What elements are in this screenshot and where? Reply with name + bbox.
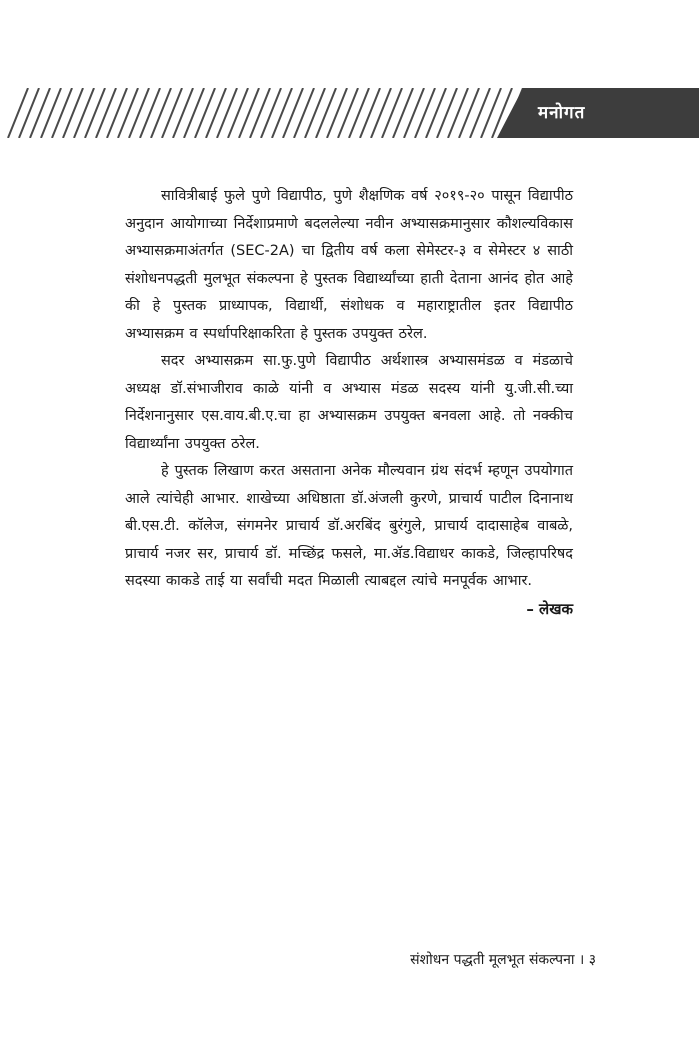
stripe-line — [184, 88, 204, 138]
stripe-line — [481, 88, 501, 138]
stripe-line — [118, 88, 138, 138]
stripe-line — [459, 88, 479, 138]
stripe-line — [52, 88, 72, 138]
stripe-line — [470, 88, 490, 138]
stripe-line — [239, 88, 259, 138]
stripe-line — [85, 88, 105, 138]
stripe-line — [217, 88, 237, 138]
diagonal-stripes — [8, 88, 534, 138]
stripe-line — [195, 88, 215, 138]
stripe-line — [338, 88, 358, 138]
stripe-line — [261, 88, 281, 138]
stripe-line — [272, 88, 292, 138]
page-footer-running-title: संशोधन पद्धती मूलभूत संकल्पना । ३ — [410, 952, 596, 968]
stripe-line — [305, 88, 325, 138]
preface-paragraph-1: सावित्रीबाई फुले पुणे विद्यापीठ, पुणे शैक्षणिक वर्ष २०१९-२० पासून विद्यापीठ अनुदान आयोगाच्या निर्देशाप्रमाणे बदललेल्या नवीन अभ्यासक्रमानुसार कौशल्यविकास अभ्यासक्रमाअंतर्गत (SEC-2A) चा द्वितीय वर्ष कला सेमेस्टर-३ व सेमेस्टर ४ साठी संशोधनपद्धती मुलभूत संकल्पना हे पुस्तक विद्यार्थ्यांच्या हाती देताना आनंद होत आहे की हे पुस्तक प्राध्यापक, विद्यार्थी, संशोधक व महाराष्ट्रातील इतर विद्यापीठ अभ्यासक्रम व स्पर्धापरिक्षाकरिता हे पुस्तक उपयुक्त ठरेल. — [125, 188, 573, 342]
stripe-line — [162, 88, 182, 138]
stripe-line — [448, 88, 468, 138]
stripe-line — [426, 88, 446, 138]
stripe-line — [382, 88, 402, 138]
stripe-line — [74, 88, 94, 138]
stripe-line — [283, 88, 303, 138]
stripe-line — [371, 88, 391, 138]
stripe-line — [206, 88, 226, 138]
stripe-line — [8, 88, 28, 138]
stripe-line — [63, 88, 83, 138]
stripe-line — [107, 88, 127, 138]
stripe-line — [349, 88, 369, 138]
stripe-line — [437, 88, 457, 138]
stripe-line — [151, 88, 171, 138]
stripe-line — [327, 88, 347, 138]
preface-paragraph-3: हे पुस्तक लिखाण करत असताना अनेक मौल्यवान ग्रंथ संदर्भ म्हणून उपयोगात आले त्यांचेही आभार. शाखेच्या अधिष्ठाता डॉ.अंजली कुरणे, प्राचार्य पाटील दिनानाथ बी.एस.टी. कॉलेज, संगमनेर प्राचार्य डॉ.अरबिंद बुरंगुले, प्राचार्य दादासाहेब वाबळे, प्राचार्य नजर सर, प्राचार्य डॉ. मच्छिंद्र फसले, मा.ॲड.विद्याधर काकडे, जिल्हापरिषद सदस्या काकडे ताई या सर्वांची मदत मिळाली त्याबद्दल त्यांचे मनपूर्वक आभार. — [125, 463, 573, 589]
stripe-line — [360, 88, 380, 138]
stripe-line — [173, 88, 193, 138]
author-signature: – लेखक — [526, 599, 573, 618]
stripe-line — [96, 88, 116, 138]
stripe-line — [129, 88, 149, 138]
preface-paragraph-2: सदर अभ्यासक्रम सा.फु.पुणे विद्यापीठ अर्थशास्त्र अभ्यासमंडळ व मंडळाचे अध्यक्ष डॉ.संभाजीराव काळे यांनी व अभ्यास मंडळ सदस्य यांनी यु.जी.सी.च्या निर्देशनानुसार एस.वाय.बी.ए.चा हा अभ्यासक्रम उपयुक्त बनवला आहे. तो नक्कीच विद्यार्थ्यांना उपयुक्त ठरेल. — [125, 353, 573, 452]
chapter-title: मनोगत — [538, 103, 586, 123]
stripe-line — [404, 88, 424, 138]
stripe-line — [316, 88, 336, 138]
stripe-line — [228, 88, 248, 138]
stripe-line — [41, 88, 61, 138]
stripe-line — [393, 88, 413, 138]
stripe-line — [19, 88, 39, 138]
stripe-line — [294, 88, 314, 138]
stripe-line — [140, 88, 160, 138]
stripe-line — [30, 88, 50, 138]
preface-body — [125, 183, 573, 623]
stripe-line — [250, 88, 270, 138]
stripe-line — [415, 88, 435, 138]
